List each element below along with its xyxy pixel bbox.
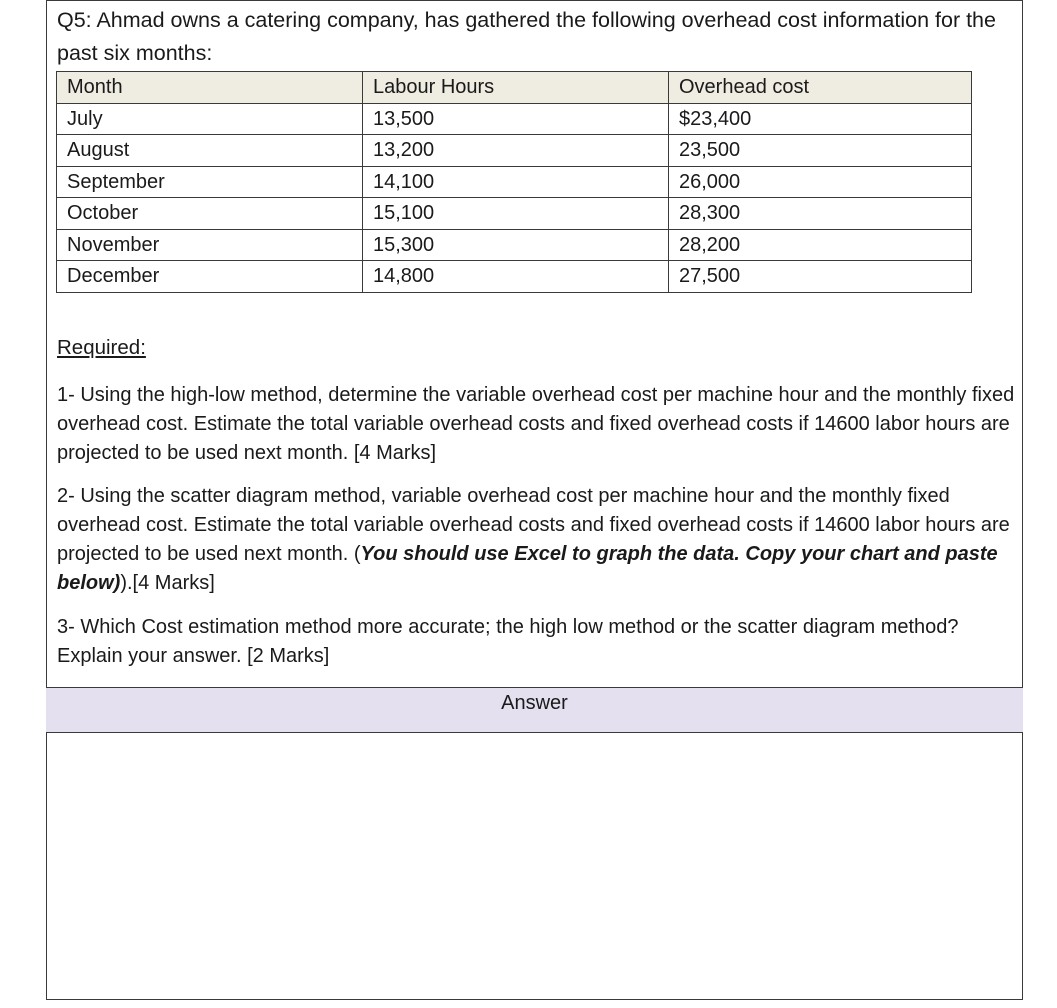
cell-labour-hours: 14,100 [363, 166, 669, 198]
cell-month: October [57, 198, 363, 230]
requirement-2-text: 2- Using the scatter diagram method, variable overhead cost per machine hour and the monthly fixed overhead cost. Estimate the total variable overhead costs and fixed overhead costs if 14600 labor hours are projected to be used next month. ( [57, 485, 1010, 565]
answer-header-bar [46, 687, 1023, 733]
requirement-2-emphasis: You should use Excel to graph the data. Copy your chart and paste below) [57, 543, 998, 594]
required-heading: Required: [57, 336, 146, 359]
cell-overhead-cost: 27,500 [669, 261, 972, 293]
cell-overhead-cost: 28,200 [669, 229, 972, 261]
requirement-2-marks: ).[4 Marks] [120, 572, 215, 594]
cell-labour-hours: 15,300 [363, 229, 669, 261]
cell-month: July [57, 103, 363, 135]
answer-label: Answer [501, 692, 568, 714]
table-header-row [57, 72, 972, 104]
header-labour-hours: Labour Hours [363, 72, 669, 104]
cell-overhead-cost: $23,400 [669, 103, 972, 135]
table-row [57, 229, 972, 261]
overhead-table [56, 71, 972, 293]
table-row [57, 261, 972, 293]
table-row [57, 135, 972, 167]
requirement-1: 1- Using the high-low method, determine the variable overhead cost per machine hour and the monthly fixed overhead cost. Estimate the total variable overhead costs and fixed overhead costs if 14600 labor hours are projected to be used next month. [4 Marks] [57, 384, 1015, 464]
cell-month: December [57, 261, 363, 293]
cell-labour-hours: 13,200 [363, 135, 669, 167]
header-month: Month [57, 72, 363, 104]
question-text: Q5: Ahmad owns a catering company, has gathered the following overhead cost information for the past six months: [57, 8, 996, 65]
answer-area[interactable] [46, 733, 1023, 1000]
cell-labour-hours: 13,500 [363, 103, 669, 135]
cell-overhead-cost: 23,500 [669, 135, 972, 167]
cell-overhead-cost: 28,300 [669, 198, 972, 230]
cell-overhead-cost: 26,000 [669, 166, 972, 198]
cell-labour-hours: 14,800 [363, 261, 669, 293]
table-row [57, 198, 972, 230]
table-row [57, 166, 972, 198]
cell-month: August [57, 135, 363, 167]
cell-month: November [57, 229, 363, 261]
requirement-2 [57, 482, 1019, 598]
table-row [57, 103, 972, 135]
requirement-3: 3- Which Cost estimation method more accurate; the high low method or the scatter diagram method? Explain your answer. [2 Marks] [57, 616, 959, 667]
header-overhead-cost: Overhead cost [669, 72, 972, 104]
cell-month: September [57, 166, 363, 198]
cell-labour-hours: 15,100 [363, 198, 669, 230]
